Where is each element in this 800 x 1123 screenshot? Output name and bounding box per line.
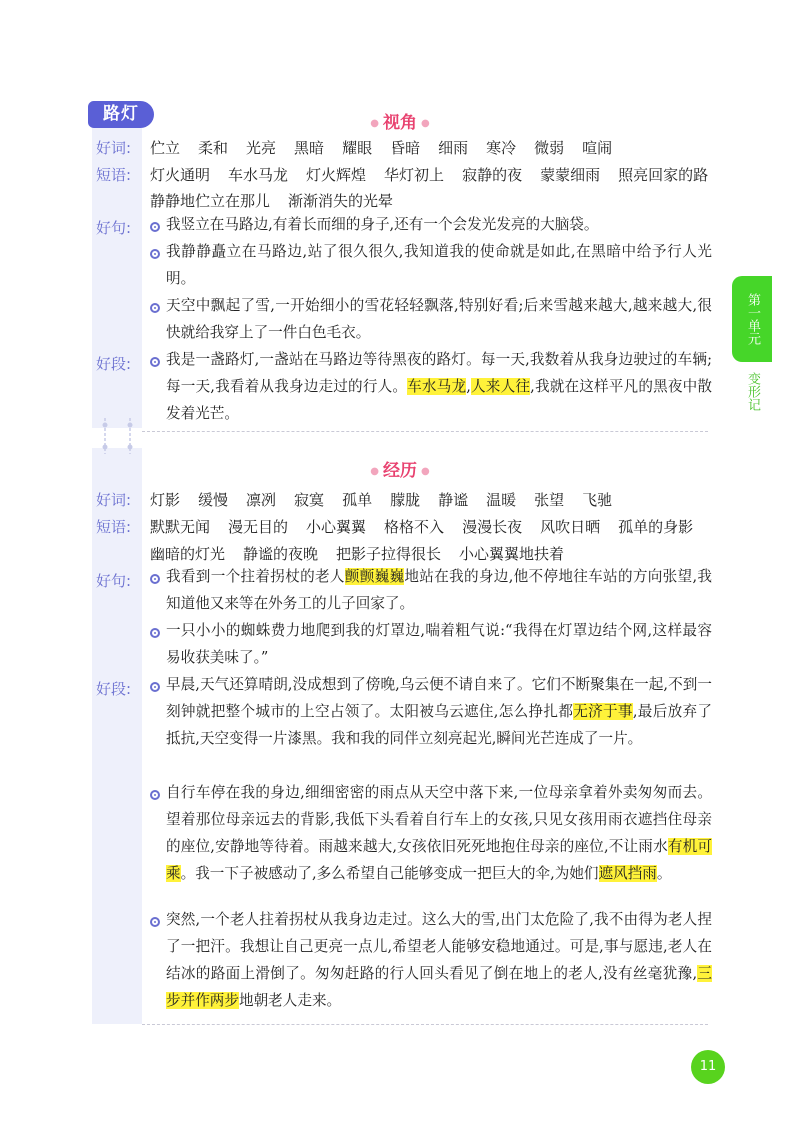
word: 耀眼	[342, 139, 373, 157]
page-number: 11	[691, 1050, 725, 1084]
phrase: 幽暗的灯光	[150, 545, 226, 563]
phrase: 小心翼翼	[306, 518, 367, 536]
phrase: 小心翼翼地扶着	[459, 545, 565, 563]
good-words-label: 好词:	[96, 139, 132, 157]
highlight: 人来人往	[470, 378, 531, 395]
phrase: 孤单的身影	[618, 518, 694, 536]
word: 孤单	[342, 491, 373, 509]
phrase: 把影子拉得很长	[336, 545, 442, 563]
binder-connector-icon	[100, 418, 134, 454]
phrase: 风吹日晒	[540, 518, 601, 536]
bullet-icon	[150, 790, 160, 800]
word: 昏暗	[390, 139, 421, 157]
section2-paragraph-1: 早晨,天气还算晴朗,没成想到了傍晚,乌云便不请自来了。它们不断聚集在一起,不到一刻钟就把整个城市的上空占领了。太阳被乌云遮住,怎么挣扎都无济于事,最后放弃了抵抗,天空变得一片漆黑。我和我的同伴立刻亮起光,瞬间光芒连成了一片。	[166, 676, 712, 747]
bullet-icon	[150, 917, 160, 927]
bullet-icon	[150, 303, 160, 313]
phrase: 默默无闻	[150, 518, 211, 536]
word: 凛冽	[246, 491, 277, 509]
highlight: 车水马龙	[407, 378, 467, 395]
highlight: 遮风挡雨	[598, 865, 657, 882]
section2-phrases-line2	[150, 543, 582, 564]
word: 温暖	[486, 491, 517, 509]
phrases-label: 短语:	[96, 166, 132, 184]
phrase: 灯火通明	[150, 166, 211, 184]
bullet-icon	[150, 222, 160, 232]
good-paragraphs-label: 好段:	[96, 680, 132, 698]
section1-phrases-line1	[150, 164, 726, 185]
word: 柔和	[198, 139, 229, 157]
section1-sentence-1: 我竖立在马路边,有着长而细的身子,还有一个会发光发亮的大脑袋。	[166, 216, 599, 233]
phrase: 格格不入	[384, 518, 445, 536]
word: 光亮	[246, 139, 277, 157]
section1-title: ● 视角 ●	[370, 113, 430, 133]
good-sentences-label: 好句:	[96, 572, 132, 590]
bullet-icon	[150, 574, 160, 584]
word: 静谧	[438, 491, 469, 509]
word: 喧闹	[582, 139, 613, 157]
word: 寂寞	[294, 491, 325, 509]
section2-sentence-1: 我看到一个拄着拐杖的老人颤颤巍巍地站在我的身边,他不停地往车站的方向张望,我知道他又来等在外务工的儿子回家了。	[166, 568, 712, 612]
phrase: 照亮回家的路	[618, 166, 709, 184]
section-divider	[142, 431, 708, 432]
phrase: 车水马龙	[228, 166, 289, 184]
good-paragraphs-label: 好段:	[96, 355, 132, 373]
section2-sentence-2: 一只小小的蜘蛛费力地爬到我的灯罩边,喘着粗气说:“我得在灯罩边结个网,这样最容易收获美味了。”	[166, 622, 712, 666]
unit-subtitle: 变形记	[745, 372, 760, 411]
phrase: 漫无目的	[228, 518, 289, 536]
section2-title: ● 经历 ●	[370, 461, 430, 481]
bullet-icon	[150, 357, 160, 367]
word: 微弱	[534, 139, 565, 157]
phrase: 渐渐消失的光晕	[288, 192, 394, 210]
highlight: 有机可乘	[166, 838, 712, 882]
word: 缓慢	[198, 491, 229, 509]
good-words-label: 好词:	[96, 491, 132, 509]
good-sentences-label: 好句:	[96, 219, 132, 237]
section1-sentence-2: 我静静矗立在马路边,站了很久很久,我知道我的使命就是如此,在黑暗中给予行人光明。	[166, 243, 712, 287]
bottom-divider	[142, 1024, 708, 1025]
section1-sentence-3: 天空中飘起了雪,一开始细小的雪花轻轻飘落,特别好看;后来雪越来越大,越来越大,很快就给我穿上了一件白色毛衣。	[166, 297, 712, 341]
section2-phrases-line1	[150, 516, 711, 537]
section1-paragraph: 我是一盏路灯,一盏站在马路边等待黑夜的路灯。每一天,我数着从我身边驶过的车辆;每一天,我看着从我身边走过的行人。车水马龙,人来人往,我就在这样平凡的黑夜中散发着光芒。	[166, 351, 712, 422]
phrase: 华灯初上	[384, 166, 445, 184]
phrases-label: 短语:	[96, 518, 132, 536]
section1-words	[150, 137, 630, 158]
phrase: 静静地伫立在那儿	[150, 192, 271, 210]
word: 朦胧	[390, 491, 421, 509]
section2-paragraph-2: 自行车停在我的身边,细细密密的雨点从天空中落下来,一位母亲拿着外卖匆匆而去。望着那位母亲远去的背影,我低下头看着自行车上的女孩,只见女孩用雨衣遮挡住母亲的座位,安静地等待着。雨越来越大,女孩依旧死死地抱住母亲的座位,不让雨水有机可乘。我一下子被感动了,多么希望自己能够变成一把巨大的伞,为她们遮风挡雨。	[166, 784, 712, 882]
section1-phrases-line2	[150, 190, 411, 211]
phrase: 寂静的夜	[462, 166, 523, 184]
phrase: 灯火辉煌	[306, 166, 367, 184]
phrase: 蒙蒙细雨	[540, 166, 601, 184]
word: 伫立	[150, 139, 181, 157]
word: 细雨	[438, 139, 469, 157]
bullet-icon	[150, 682, 160, 692]
phrase: 静谧的夜晚	[243, 545, 319, 563]
section2-words	[150, 489, 630, 510]
phrase: 漫漫长夜	[462, 518, 523, 536]
unit-tab[interactable]: 第一单元	[732, 276, 772, 362]
highlight: 无济于事	[573, 703, 633, 720]
section2-paragraph-3: 突然,一个老人拄着拐杖从我身边走过。这么大的雪,出门太危险了,我不由得为老人捏了一把汗。我想让自己更亮一点儿,希望老人能够安稳地通过。可是,事与愿违,老人在结冰的路面上滑倒了。匆匆赶路的行人回头看见了倒在地上的老人,没有丝毫犹豫,三步并作两步地朝老人走来。	[166, 911, 712, 1009]
bullet-icon	[150, 628, 160, 638]
word: 黑暗	[294, 139, 325, 157]
topic-tag: 路灯	[88, 101, 154, 128]
word: 寒冷	[486, 139, 517, 157]
highlight: 颤颤巍巍	[344, 568, 405, 585]
word: 飞驰	[582, 491, 613, 509]
highlight: 三步并作两步	[166, 965, 712, 1009]
bullet-icon	[150, 249, 160, 259]
word: 张望	[534, 491, 565, 509]
word: 灯影	[150, 491, 181, 509]
